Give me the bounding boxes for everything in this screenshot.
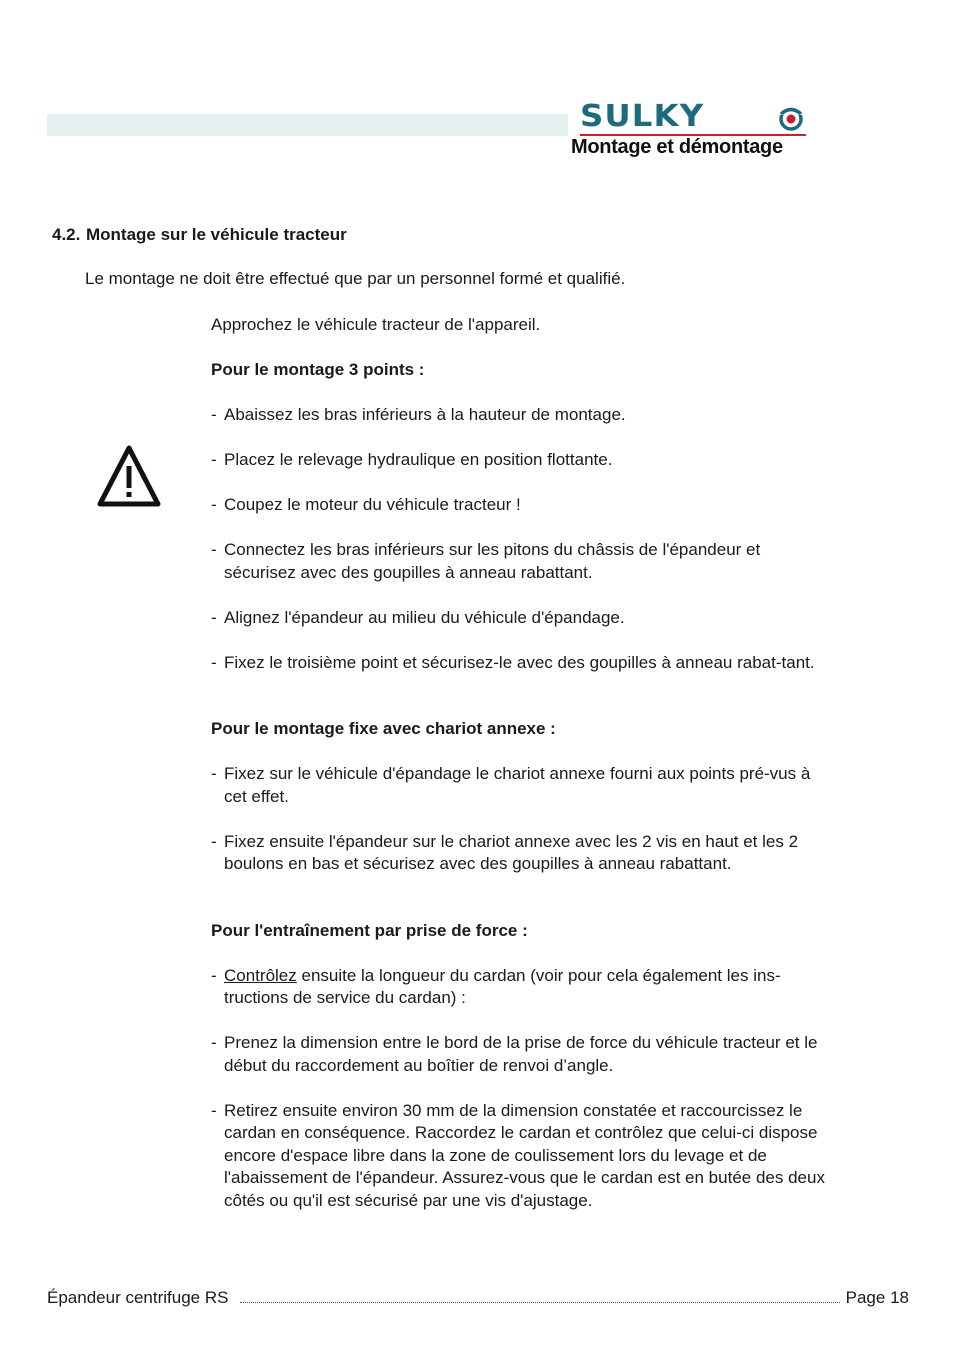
footer-dot-leader xyxy=(240,1291,839,1303)
section-heading xyxy=(52,225,347,245)
three-point-title: Pour le montage 3 points : xyxy=(211,360,425,379)
approach-text: Approchez le véhicule tracteur de l'appareil. xyxy=(211,315,541,334)
logo-mark-icon xyxy=(778,106,804,132)
list-item: - Fixez le troisième point et sécurisez-le avec des goupilles à anneau rabat-tant. xyxy=(211,652,815,672)
section-header: Montage et démontage xyxy=(571,136,783,158)
section-title: Montage sur le véhicule tracteur xyxy=(86,225,347,244)
list-item: - Coupez le moteur du véhicule tracteur ! xyxy=(211,495,521,514)
list-item: - Abaissez les bras inférieurs à la hauteur de montage. xyxy=(211,405,626,424)
page-number: 18 xyxy=(890,1288,909,1307)
fixed-mount-title: Pour le montage fixe avec chariot annexe : xyxy=(211,719,556,738)
logo-text: SULKY xyxy=(580,99,705,134)
sulky-logo xyxy=(580,100,808,136)
list-item: - Alignez l'épandeur au milieu du véhicule d'épandage. xyxy=(211,607,625,627)
warning-triangle-icon xyxy=(96,444,162,508)
footer-product: Épandeur centrifuge RS xyxy=(47,1288,229,1307)
section-number: 4.2. xyxy=(52,225,81,244)
list-item: - Fixez ensuite l'épandeur sur le chariot annexe avec les 2 vis en haut et les 2 boulons en bas et sécurisez avec des goupilles à anneau rabattant. xyxy=(211,831,799,873)
list-item: - Contrôlez ensuite la longueur du cardan (voir pour cela également les ins-tructions de service du cardan) : xyxy=(211,965,781,1007)
list-item: - Retirez ensuite environ 30 mm de la dimension constatée et raccourcissez le cardan en conséquence. Raccordez le cardan et contrôlez que celui-ci dispose encore d'espace libre dans la zone de coulissement lors du levage et de l'abaissement de l'épandeur. Assurez-vous que le cardan est en butée des deux côtés ou qu'il est sécurisé par une vis d'ajustage. xyxy=(211,1100,825,1210)
footer-page: Page 18 xyxy=(845,1288,909,1307)
footer xyxy=(47,1288,909,1310)
instructions xyxy=(211,314,831,1212)
header-bar xyxy=(47,114,568,136)
list-item: - Fixez sur le véhicule d'épandage le chariot annexe fourni aux points pré-vus à cet effet. xyxy=(211,764,811,806)
intro-text: Le montage ne doit être effectué que par un personnel formé et qualifié. xyxy=(85,269,626,288)
list-item: - Prenez la dimension entre le bord de la prise de force du véhicule tracteur et le début du raccordement au boîtier de renvoi d’angle. xyxy=(211,1033,818,1075)
list-item: - Placez le relevage hydraulique en position flottante. xyxy=(211,450,613,469)
pto-title: Pour l'entraînement par prise de force : xyxy=(211,920,528,940)
list-item: - Connectez les bras inférieurs sur les pitons du châssis de l'épandeur et sécurisez avec des goupilles à anneau rabattant. xyxy=(211,540,761,582)
